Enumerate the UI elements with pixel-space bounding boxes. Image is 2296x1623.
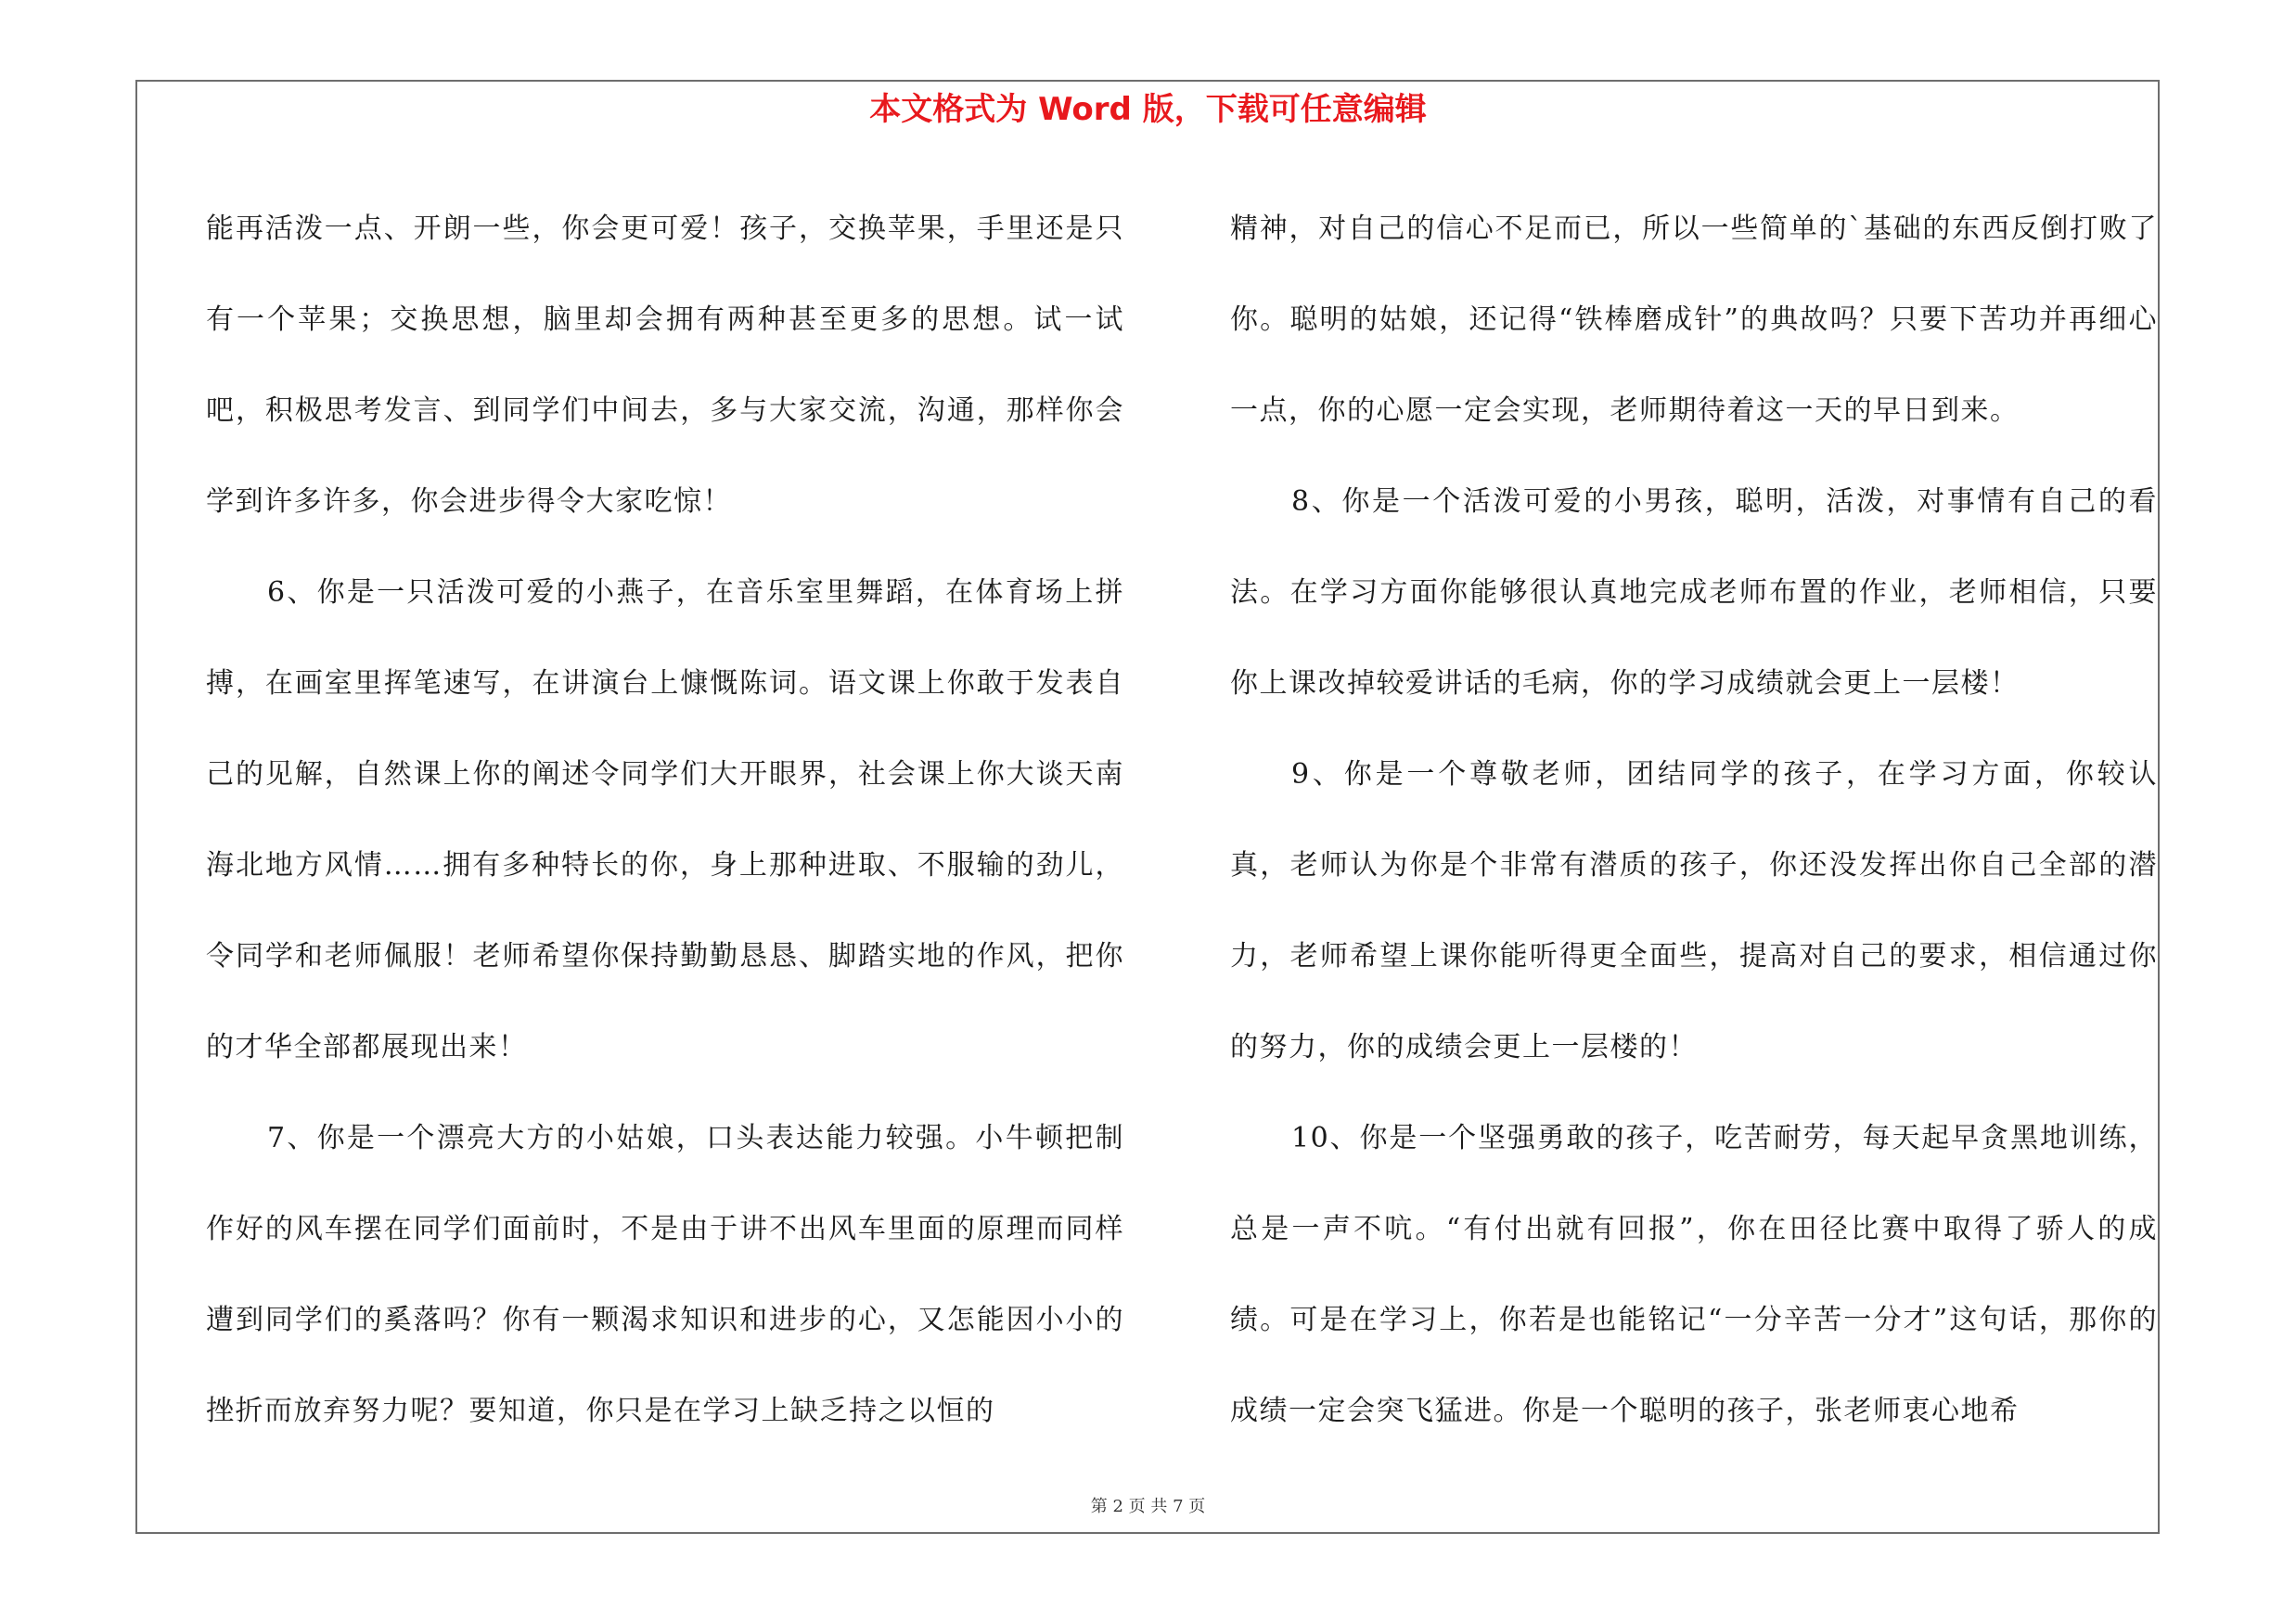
paragraph-comment-9: 9、你是一个尊敬老师，团结同学的孩子，在学习方面，你较认真，老师认为你是个非常有潜质的孩子，你还没发挥出你自己全部的潜力，老师希望上课你能听得更全面些，提高对自己的要求，相信通过你的努力，你的成绩会更上一层楼的！ — [1230, 758, 2158, 1063]
paragraph-continued: 能再活泼一点、开朗一些，你会更可爱！孩子，交换苹果，手里还是只有一个苹果；交换思想，脑里却会拥有两种甚至更多的思想。试一试吧，积极思考发言、到同学们中间去，多与大家交流，沟通，那样你会学到许多许多，你会进步得令大家吃惊！ — [206, 213, 1124, 518]
paragraph-comment-8: 8、你是一个活泼可爱的小男孩，聪明，活泼，对事情有自己的看法。在学习方面你能够很认真地完成老师布置的作业，老师相信，只要你上课改掉较爱讲话的毛病，你的学习成绩就会更上一层楼！ — [1230, 485, 2158, 700]
right-text-column — [1230, 184, 2158, 1457]
format-notice-banner: 本文格式为 Word 版，下载可任意编辑 — [869, 91, 1427, 128]
left-text-column — [206, 184, 1124, 1457]
paragraph-comment-7-continued: 精神，对自己的信心不足而已，所以一些简单的`基础的东西反倒打败了你。聪明的姑娘，还记得“铁棒磨成针”的典故吗？只要下苦功并再细心一点，你的心愿一定会实现，老师期待着这一天的早日到来。 — [1230, 213, 2158, 427]
paragraph-comment-7: 7、你是一个漂亮大方的小姑娘，口头表达能力较强。小牛顿把制作好的风车摆在同学们面前时，不是由于讲不出风车里面的原理而同样遭到同学们的奚落吗？你有一颗渴求知识和进步的心，又怎能因小小的挫折而放弃努力呢？要知道，你只是在学习上缺乏持之以恒的 — [206, 1122, 1124, 1427]
paragraph-comment-10: 10、你是一个坚强勇敢的孩子，吃苦耐劳，每天起早贪黑地训练，总是一声不吭。“有付出就有回报”，你在田径比赛中取得了骄人的成绩。可是在学习上，你若是也能铭记“一分辛苦一分才”这句话，那你的成绩一定会突飞猛进。你是一个聪明的孩子，张老师衷心地希 — [1230, 1122, 2158, 1427]
page-number-footer: 第 2 页 共 7 页 — [1090, 1497, 1206, 1516]
paragraph-comment-6: 6、你是一只活泼可爱的小燕子，在音乐室里舞蹈，在体育场上拼搏，在画室里挥笔速写，在讲演台上慷慨陈词。语文课上你敢于发表自己的见解，自然课上你的阐述令同学们大开眼界，社会课上你大谈天南海北地方风情……拥有多种特长的你，身上那种进取、不服输的劲儿，令同学和老师佩服！老师希望你保持勤勤恳恳、脚踏实地的作风，把你的才华全部都展现出来！ — [206, 576, 1124, 1063]
